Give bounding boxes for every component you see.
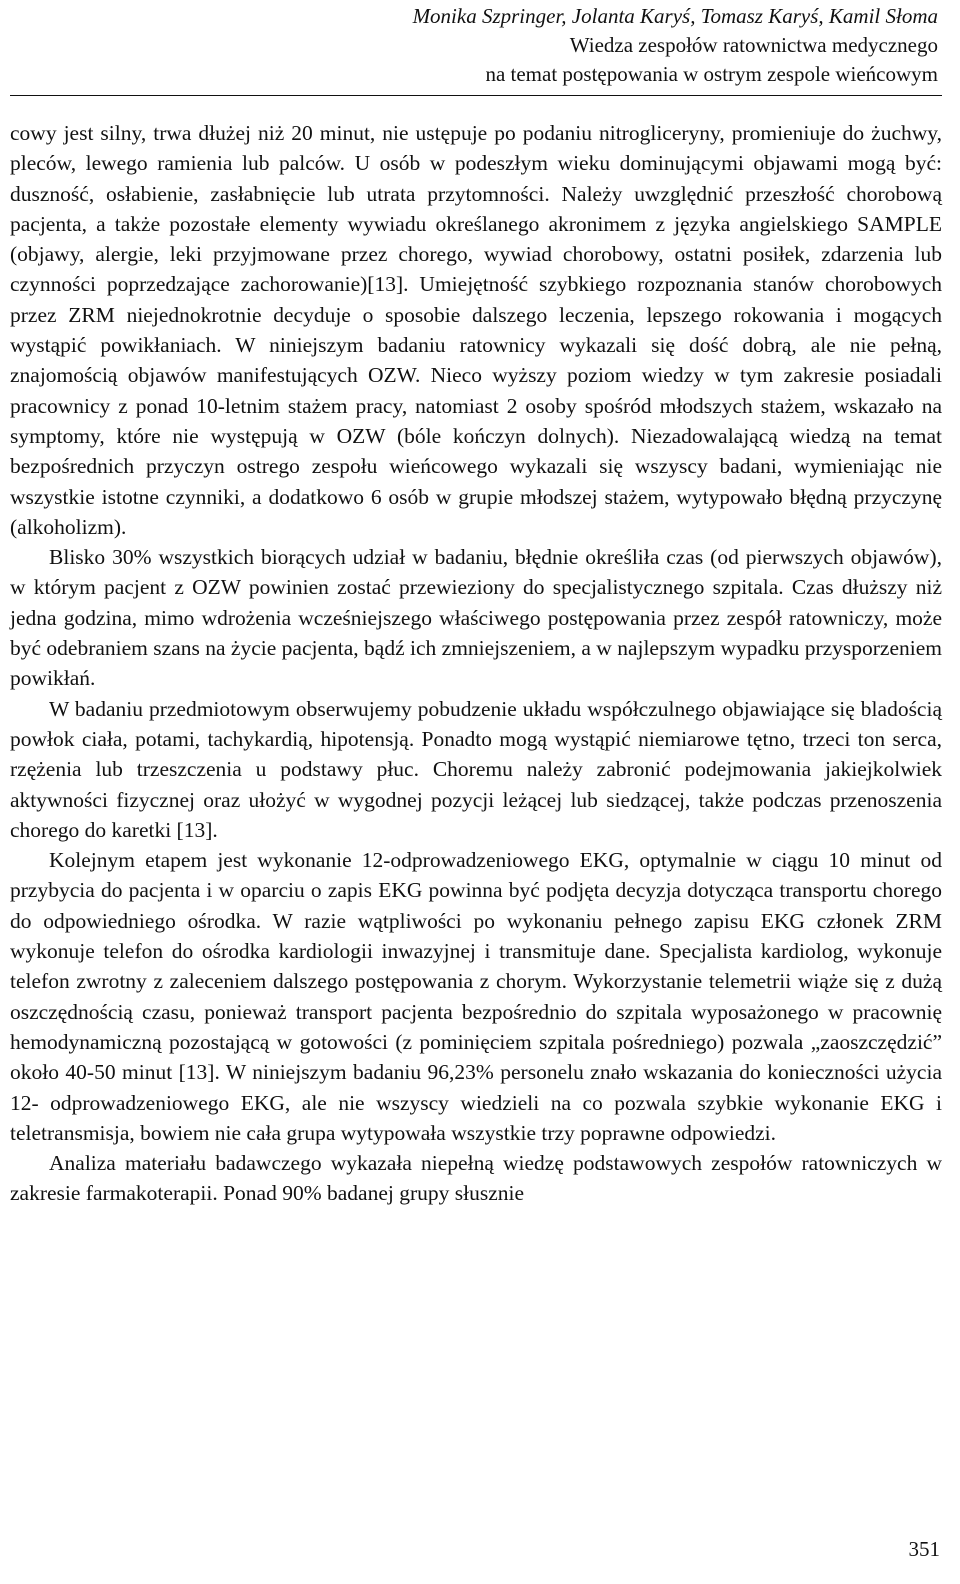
paragraph-4: Kolejnym etapem jest wykonanie 12-odprowadzeniowego EKG, optymalnie w ciągu 10 minut od przybycia do pacjenta i w oparciu o zapis EKG powinna być podjęta decyzja dotycząca transportu chorego do odpowiedniego ośrodka. W razie wątpliwości po wykonaniu pełnego zapisu EKG członek ZRM wykonuje telefon do ośrodka kardiologii inwazyjnej i transmituje dane. Specjalista kardiolog, wykonuje telefon zwrotny z zaleceniem dalszego postępowania z chorym. Wykorzystanie telemetrii wiąże się z dużą oszczędnością czasu, ponieważ transport pacjenta bezpośrednio do szpitala wyposażonego w pracownię hemodynamiczną pozostającą w gotowości (z pominięciem szpitala pośredniego) pozwala „zaoszczędzić” około 40-50 minut [13]. W niniejszym badaniu 96,23% personelu znało wskazania do konieczności użycia 12- odprowadzeniowego EKG, ale nie wszyscy wiedzieli na co pozwala szybkie wykonanie EKG i teletransmisja, bowiem nie cała grupa wytypowała wszystkie trzy poprawne odpowiedzi.	[10, 848, 942, 1145]
running-head	[10, 0, 942, 89]
paragraph-5: Analiza materiału badawczego wykazała niepełną wiedzę podstawowych zespołów ratowniczych w zakresie farmakoterapii. Ponad 90% badanej grupy słusznie	[10, 1151, 942, 1206]
running-head-title-line-2: na temat postępowania w ostrym zespole wieńcowym	[485, 62, 938, 86]
running-head-title-line-1: Wiedza zespołów ratownictwa medycznego	[569, 33, 938, 57]
body-text	[10, 118, 942, 1209]
page-number: 351	[908, 1537, 940, 1561]
paragraph-1: cowy jest silny, trwa dłużej niż 20 minut, nie ustępuje po podaniu nitrogliceryny, promieniuje do żuchwy, pleców, lewego ramienia lub palców. U osób w podeszłym wieku dominującymi objawami mogą być: duszność, osłabienie, zasłabnięcie lub utrata przytomności. Należy uwzględnić przeszłość chorobową pacjenta, a także pozostałe elementy wywiadu określanego akronimem z języka angielskiego SAMPLE (objawy, alergie, leki przyjmowane przez chorego, wywiad chorobowy, ostatni posiłek, zdarzenia lub czynności poprzedzające zachorowanie)[13]. Umiejętność szybkiego rozpoznania stanów chorobowych przez ZRM niejednokrotnie decyduje o sposobie dalszego leczenia, lepszego rokowania i mogących wystąpić powikłaniach. W niniejszym badaniu ratownicy wykazali się dość dobrą, ale nie pełną, znajomością objawów manifestujących OZW. Nieco wyższy poziom wiedzy w tym zakresie posiadali pracownicy z ponad 10-letnim stażem pracy, natomiast 2 osoby spośród młodszych stażem, wskazało na symptomy, które nie występują w OZW (bóle kończyn dolnych). Niezadowalającą wiedzą na temat bezpośrednich przyczyn ostrego zespołu wieńcowego wykazali się wszyscy badani, wymieniając nie wszystkie istotne czynniki, a dodatkowo 6 osób w grupie młodszej stażem, wytypowało błędną przyczynę (alkoholizm).	[10, 121, 942, 539]
header-rule	[10, 95, 942, 96]
paragraph-2: Blisko 30% wszystkich biorących udział w badaniu, błędnie określiła czas (od pierwszych objawów), w którym pacjent z OZW powinien zostać przewieziony do specjalistycznego szpitala. Czas dłuższy niż jedna godzina, mimo wdrożenia wcześniejszego właściwego postępowania przez zespół ratowniczy, może być odebraniem szans na życie pacjenta, bądź ich zmniejszeniem, a w najlepszym wypadku przysporzeniem powikłań.	[10, 545, 942, 691]
running-head-authors: Monika Szpringer, Jolanta Karyś, Tomasz Karyś, Kamil Słoma	[412, 4, 938, 28]
paragraph-3: W badaniu przedmiotowym obserwujemy pobudzenie układu współczulnego objawiające się bladością powłok ciała, potami, tachykardią, hipotensją. Ponadto mogą wystąpić niemiarowe tętno, trzeci ton serca, rzężenia lub trzeszczenia u podstawy płuc. Choremu należy zabronić podejmowania jakiejkolwiek aktywności fizycznej oraz ułożyć w wygodnej pozycji leżącej lub siedzącej, także podczas przenoszenia chorego do karetki [13].	[10, 696, 942, 842]
